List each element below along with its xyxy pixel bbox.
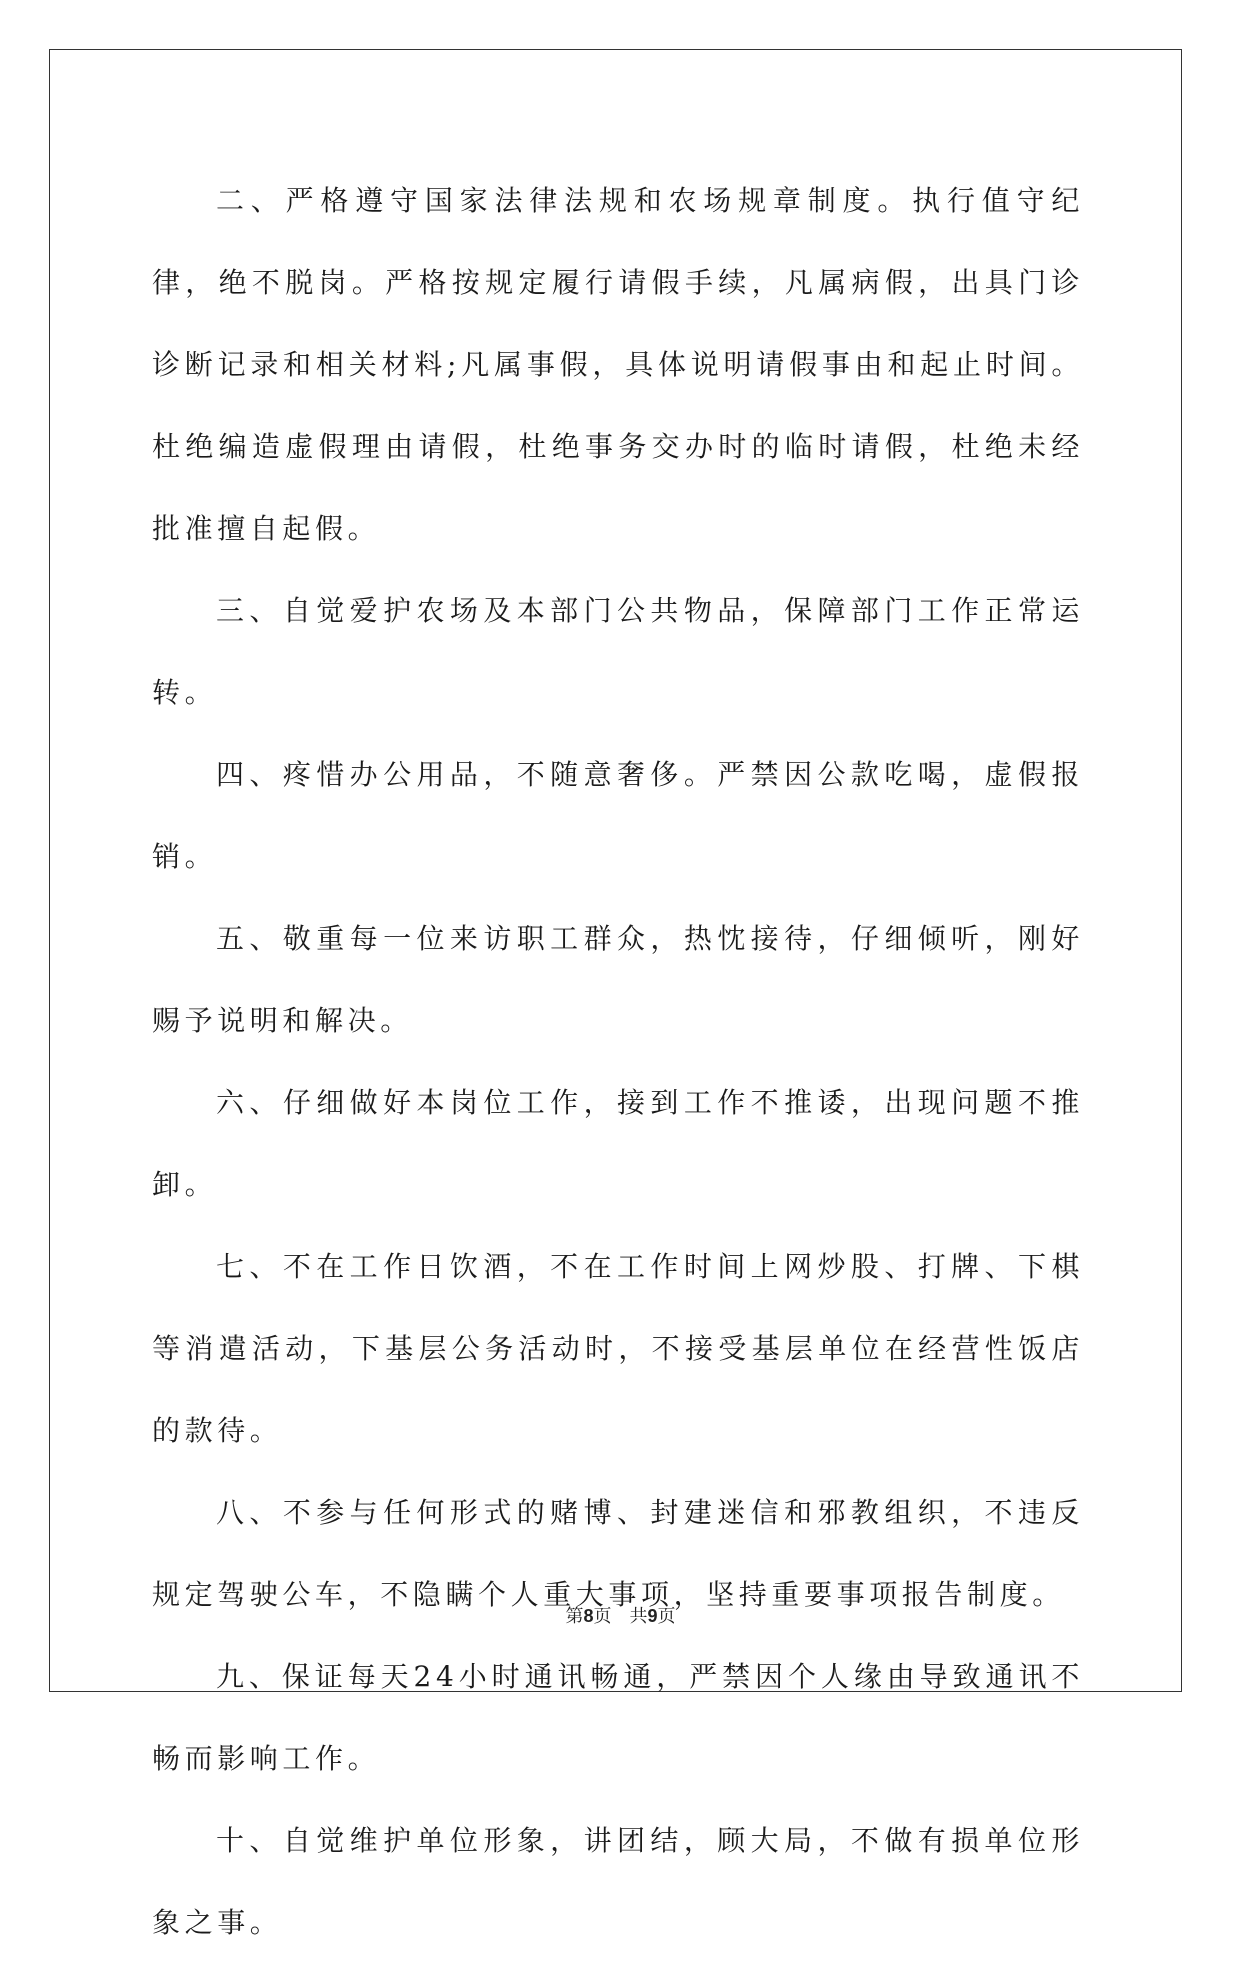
paragraph-item-10: 十、自觉维护单位形象，讲团结，顾大局，不做有损单位形象之事。: [152, 1824, 1084, 1939]
footer-prefix: 第: [565, 1606, 584, 1627]
footer-suffix: 页: [657, 1606, 676, 1627]
paragraph-item-3: 三、自觉爱护农场及本部门公共物品，保障部门工作正常运转。: [152, 594, 1084, 709]
paragraph-item-5: 五、敬重每一位来访职工群众，热忱接待，仔细倾听，刚好赐予说明和解决。: [152, 922, 1084, 1037]
paragraph-item-7: 七、不在工作日饮酒，不在工作时间上网炒股、打牌、下棋等消遣活动，下基层公务活动时，不接受基层单位在经营性饭店的款待。: [152, 1250, 1084, 1447]
page-footer: [0, 1602, 1241, 1628]
paragraph-item-2: 二、严格遵守国家法律法规和农场规章制度。执行值守纪律，绝不脱岗。严格按规定履行请假手续，凡属病假，出具门诊诊断记录和相关材料;凡属事假，具体说明请假事由和起止时间。杜绝编造虚假理由请假，杜绝事务交办时的临时请假，杜绝未经批准擅自起假。: [152, 184, 1084, 545]
paragraph-item-9: 九、保证每天24小时通讯畅通，严禁因个人缘由导致通讯不畅而影响工作。: [152, 1660, 1084, 1775]
paragraph-item-4: 四、疼惜办公用品，不随意奢侈。严禁因公款吃喝，虚假报销。: [152, 758, 1084, 873]
footer-total-pages: 9: [647, 1606, 658, 1626]
document-body: [152, 160, 1084, 1964]
footer-current-page: 8: [583, 1606, 594, 1626]
paragraph-item-6: 六、仔细做好本岗位工作，接到工作不推诿，出现问题不推卸。: [152, 1086, 1084, 1201]
footer-middle: 页 共: [593, 1606, 648, 1627]
paragraph-item-8: 八、不参与任何形式的赌博、封建迷信和邪教组织，不违反规定驾驶公车，不隐瞒个人重大事项，坚持重要事项报告制度。: [152, 1496, 1084, 1611]
